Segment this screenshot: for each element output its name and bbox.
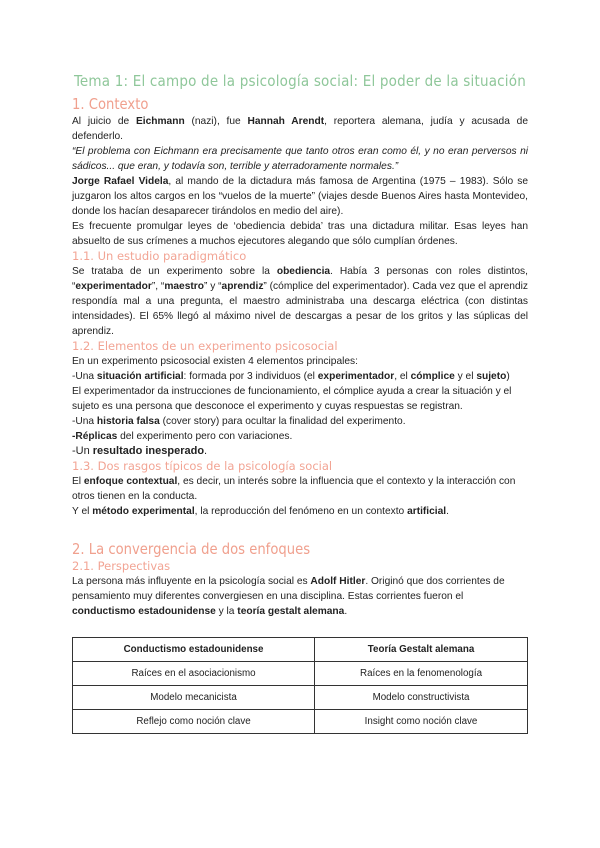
table-cell: Reflejo como noción clave	[73, 710, 315, 734]
table-header-cell: Teoría Gestalt alemana	[315, 638, 528, 662]
section-1-heading: 1. Contexto	[72, 95, 149, 113]
subsection-1-2-heading: 1.2. Elementos de un experimento psicosocial	[72, 339, 338, 353]
document-title: Tema 1: El campo de la psicología social: El poder de la situación	[74, 72, 526, 90]
paragraph-experimento: Se trataba de un experimento sobre la obediencia. Había 3 personas con roles distintos, “experimentador”, “maestro” y “aprendiz” (cómplice del experimentador). Cada vez que el aprendiz respondía mal a una pregunta, el maestro administraba una descarga eléctrica (con distintas intensidades). El 65% llegó al máximo nivel de descargas a pesar de los gritos y las súplicas del aprendiz.	[72, 266, 528, 337]
table-header-cell: Conductismo estadounidense	[73, 638, 315, 662]
table-header-row	[73, 638, 528, 662]
document-page	[72, 72, 528, 734]
table-cell: Modelo constructivista	[315, 686, 528, 710]
table-cell: Insight como noción clave	[315, 710, 528, 734]
paragraph-obediencia-debida: Es frecuente promulgar leyes de ‘obediencia debida’ tras una dictadura militar. Esas leyes han absuelto de sus crímenes a muchos ejecutores alegando que sólo cumplían órdenes.	[72, 221, 528, 247]
subsection-1-3-heading: 1.3. Dos rasgos típicos de la psicología social	[72, 459, 333, 473]
table-cell: Raíces en el asociacionismo	[73, 662, 315, 686]
subsection-1-1-heading: 1.1. Un estudio paradigmático	[72, 249, 247, 263]
arendt-quote: “El problema con Eichmann era precisamente que tanto otros eran como él, y no eran perversos ni sádicos... que eran, y todavía son, terrible y aterradoramente normales.”	[72, 146, 528, 172]
list-item-replicas: -Réplicas del experimento pero con variaciones.	[72, 431, 293, 442]
table-row	[73, 710, 528, 734]
list-item-situacion-artificial: -Una situación artificial: formada por 3 individuos (el experimentador, el cómplice y el sujeto)	[72, 371, 510, 382]
table-row	[73, 662, 528, 686]
paragraph-metodo-experimental: Y el método experimental, la reproducción del fenómeno en un contexto artificial.	[72, 506, 449, 517]
paragraph-perspectivas: La persona más influyente en la psicología social es Adolf Hitler. Originó que dos corrientes de pensamiento muy diferentes convergiesen en una disciplina. Estas corrientes fueron el conductismo estadounidense y la teoría gestalt alemana.	[72, 576, 505, 617]
paragraph-videla: Jorge Rafael Videla, al mando de la dictadura más famosa de Argentina (1975 – 1983). Sólo se juzgaron los altos cargos en los “vuelos de la muerte” (viajes desde Buenos Aires hasta Montevideo, donde los hacían desaparecer tirándolos en medio del aire).	[72, 176, 529, 217]
list-item-historia-falsa: -Una historia falsa (cover story) para ocultar la finalidad del experimento.	[72, 416, 406, 427]
subsection-2-1-heading: 2.1. Perspectivas	[72, 559, 171, 573]
table-row	[73, 686, 528, 710]
paragraph-eichmann: Al juicio de Eichmann (nazi), fue Hannah Arendt, reportera alemana, judía y acusada de defenderlo.	[72, 116, 528, 142]
paragraph-elementos-intro: En un experimento psicosocial existen 4 elementos principales:	[72, 356, 358, 367]
paragraph-roles: El experimentador da instrucciones de funcionamiento, el cómplice ayuda a crear la situación y el sujeto es una persona que desconoce el experimento y cuyas respuestas se registran.	[72, 386, 512, 412]
paragraph-enfoque-contextual: El enfoque contextual, es decir, un interés sobre la influencia que el contexto y la interacción con otros tienen en la conducta.	[72, 476, 516, 502]
section-2-heading: 2. La convergencia de dos enfoques	[72, 540, 311, 558]
comparison-table	[72, 637, 528, 734]
list-item-resultado: -Un resultado inesperado.	[72, 445, 208, 457]
table-cell: Modelo mecanicista	[73, 686, 315, 710]
table-cell: Raíces en la fenomenología	[315, 662, 528, 686]
